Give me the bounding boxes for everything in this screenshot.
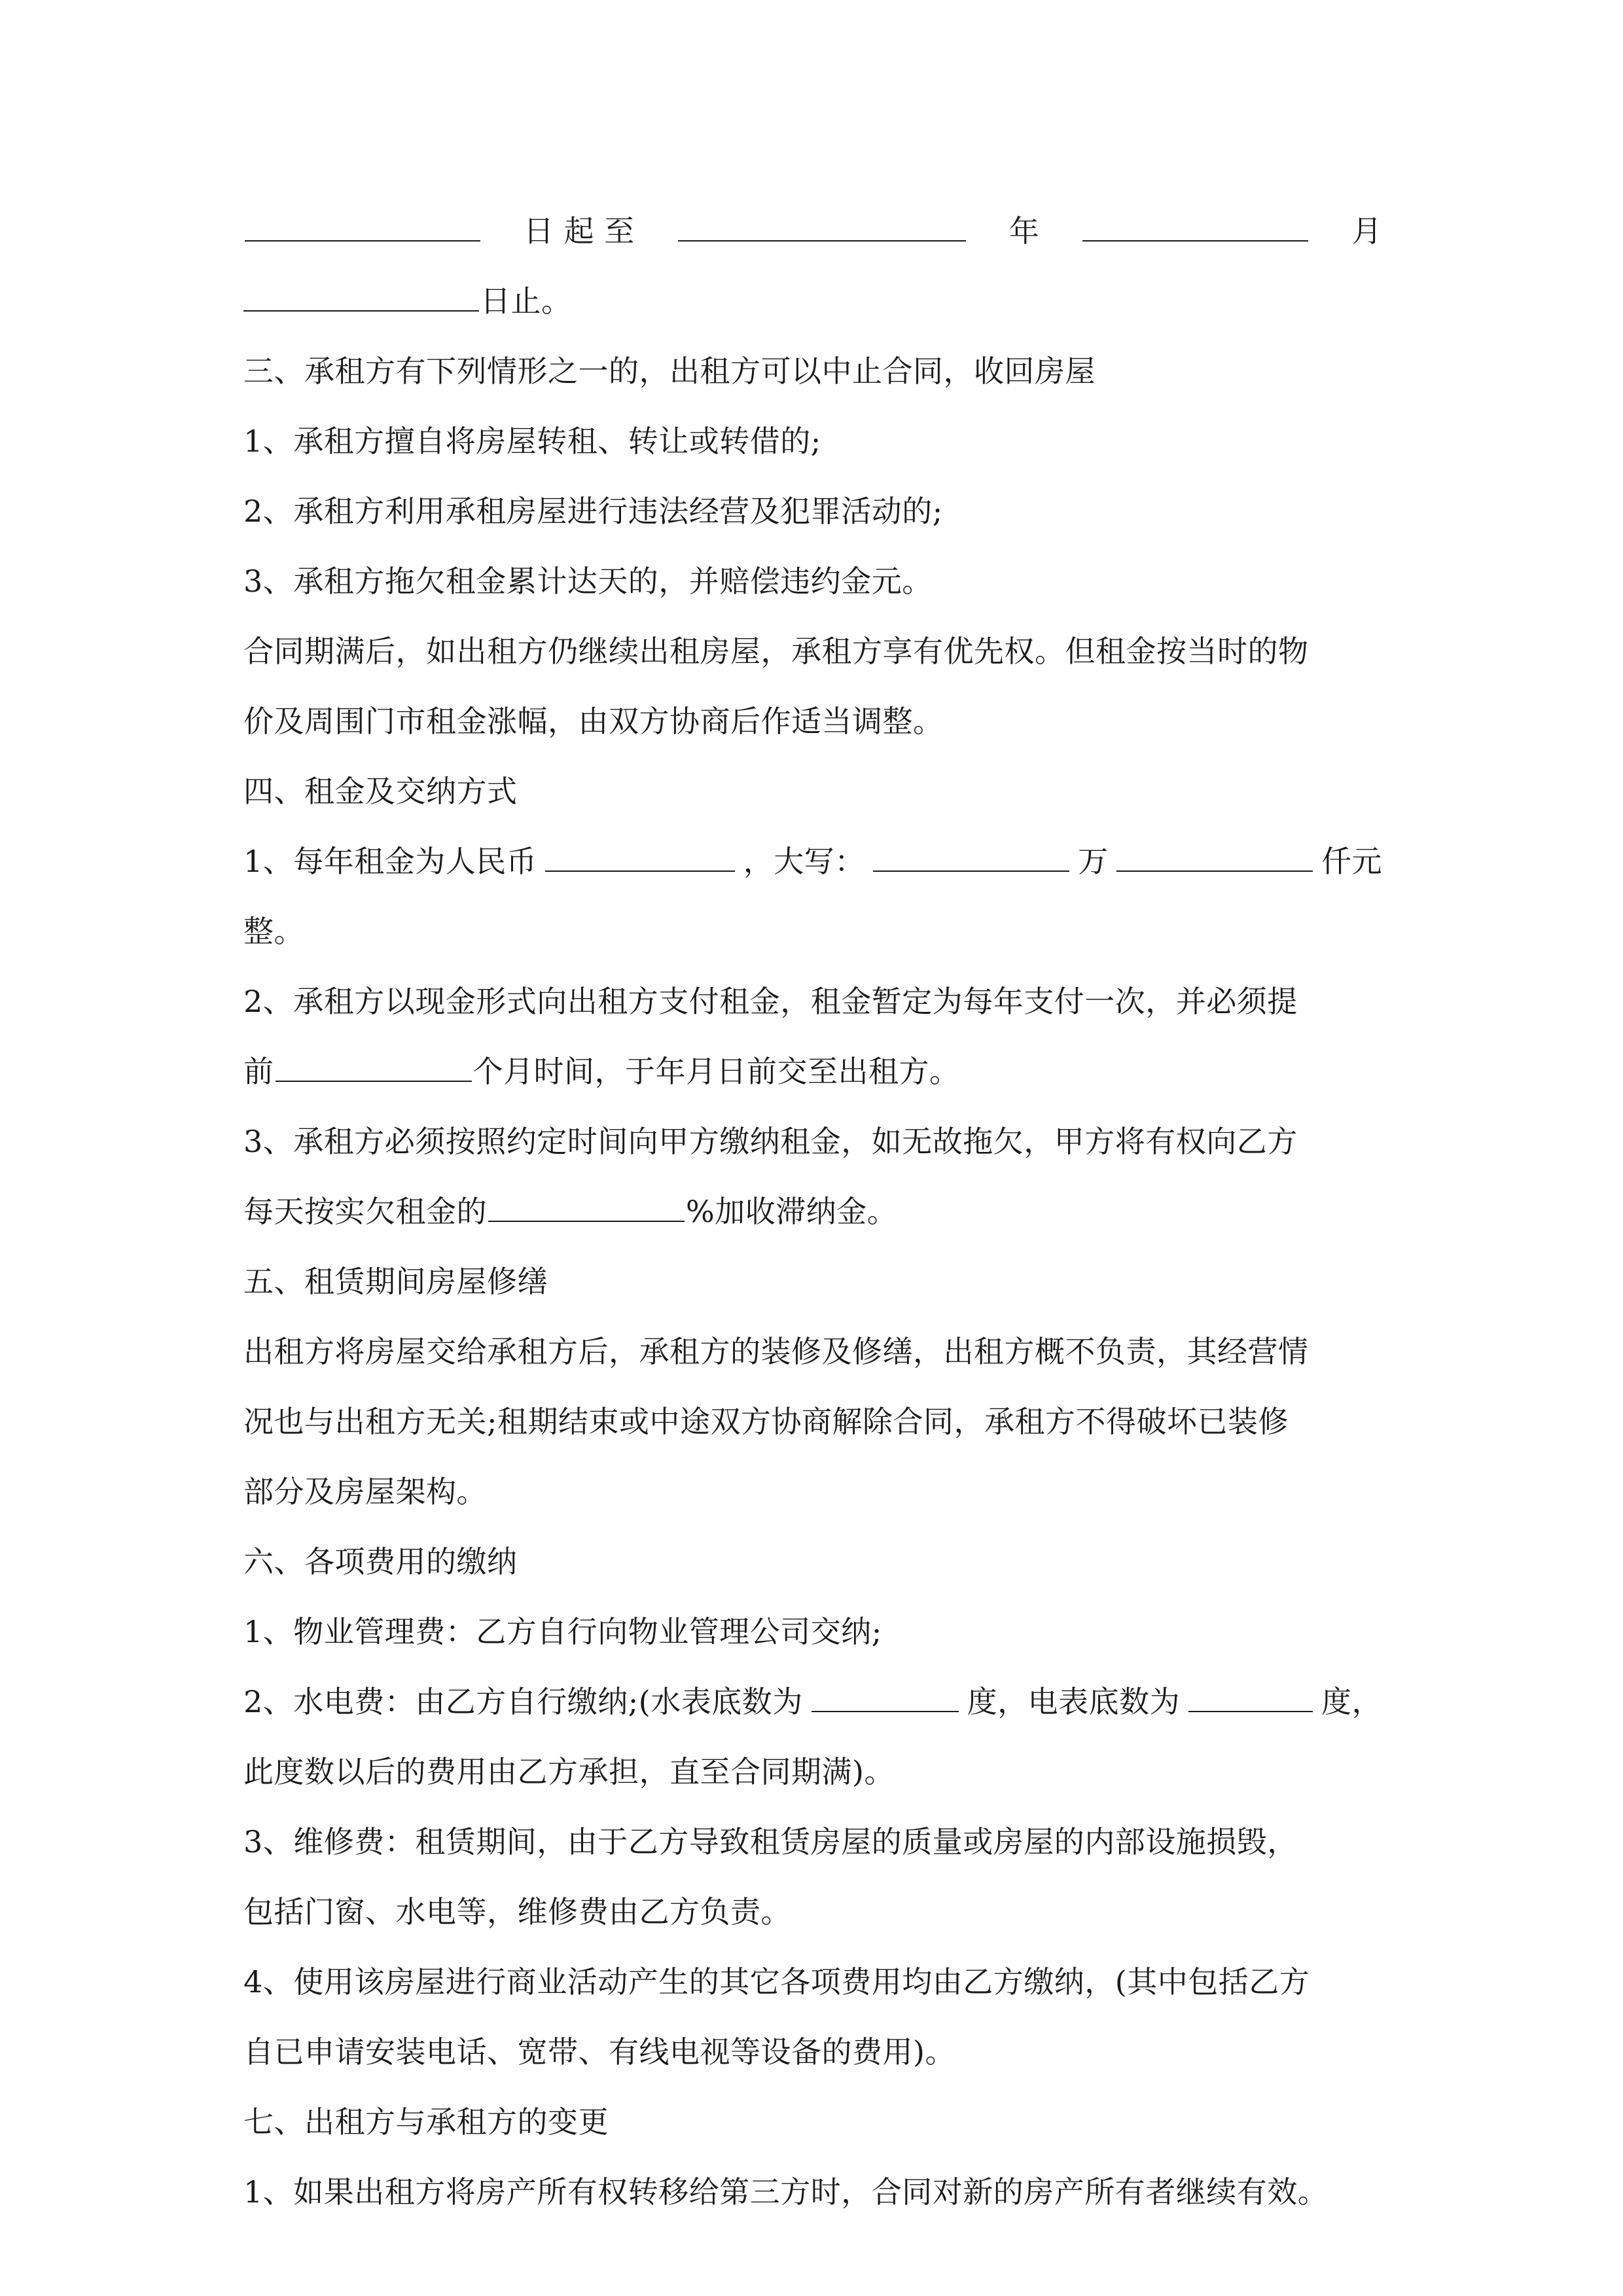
advance-months-blank	[276, 1054, 472, 1082]
ten-thousand-blank	[873, 844, 1069, 872]
clause-6-1: 1、物业管理费：乙方自行向物业管理公司交纳;	[243, 1614, 882, 1649]
clause-4-2-cont	[243, 1037, 1382, 1107]
capital-label: ，大写：	[743, 844, 865, 879]
advance-label: 前	[243, 1054, 274, 1089]
rental-period-text-month: 月	[1351, 213, 1382, 249]
late-fee-text: %加收滞纳金。	[686, 1194, 898, 1229]
clause-3-2: 2、承租方利用承租房屋进行违法经营及犯罪活动的;	[243, 493, 943, 529]
annual-rent-blank	[545, 844, 735, 872]
advance-text: 个月时间，于年月日前交至出租方。	[473, 1054, 960, 1089]
repair-paragraph-line-2: 况也与出租方无关;租期结束或中途双方协商解除合同，承租方不得破坏已装修	[243, 1404, 1289, 1439]
electric-meter-label: 度，电表底数为	[967, 1684, 1181, 1719]
water-meter-label: 2、水电费：由乙方自行缴纳;(水表底数为	[243, 1684, 803, 1719]
electric-meter-blank	[1188, 1685, 1313, 1712]
section-6-heading: 六、各项费用的缴纳	[243, 1544, 518, 1579]
end-month-blank	[1082, 214, 1308, 242]
section-7-heading: 七、出租方与承租方的变更	[243, 2104, 609, 2140]
clause-6-2-cont: 此度数以后的费用由乙方承担，直至合同期满)。	[243, 1754, 895, 1789]
late-fee-percent-blank	[488, 1194, 685, 1222]
late-fee-label: 每天按实欠租金的	[243, 1194, 487, 1229]
start-year-blank	[245, 214, 480, 242]
clause-4-1-end: 整。	[243, 914, 304, 949]
clause-6-3-cont: 包括门窗、水电等，维修费由乙方负责。	[243, 1894, 791, 1929]
clause-6-4: 4、使用该房屋进行商业活动产生的其它各项费用均由乙方缴纳，(其中包括乙方	[243, 1964, 1310, 2000]
section-5-heading: 五、租赁期间房屋修缮	[243, 1264, 548, 1299]
rental-period-line	[243, 196, 1382, 266]
repair-paragraph-line-1: 出租方将房屋交给承租方后，承租方的装修及修缮，出租方概不负责，其经营情	[243, 1334, 1309, 1369]
rental-period-end-text: 日止。	[480, 283, 572, 319]
clause-6-3: 3、维修费：租赁期间，由于乙方导致租赁房屋的质量或房屋的内部设施损毁，	[243, 1824, 1298, 1859]
clause-4-2: 2、承租方以现金形式向出租方支付租金，租金暂定为每年支付一次，并必须提	[243, 984, 1298, 1019]
ten-thousand-unit: 万	[1078, 844, 1109, 879]
section-3-heading: 三、承租方有下列情形之一的，出租方可以中止合同，收回房屋	[243, 353, 1096, 389]
renewal-paragraph-line-2: 价及周围门市租金涨幅，由双方协商后作适当调整。	[243, 704, 944, 739]
repair-paragraph-line-3: 部分及房屋架构。	[243, 1474, 487, 1509]
section-4-heading: 四、租金及交纳方式	[243, 774, 518, 809]
annual-rent-label: 1、每年租金为人民币	[243, 844, 537, 879]
clause-4-1	[243, 827, 1382, 897]
clause-3-3: 3、承租方拖欠租金累计达天的，并赔偿违约金元。	[243, 564, 933, 599]
clause-6-2	[243, 1667, 1382, 1737]
water-meter-blank	[812, 1685, 959, 1712]
rental-period-text-year: 年	[1008, 213, 1040, 249]
rental-period-end-line	[243, 266, 1382, 336]
rental-period-text-from: 日 起 至	[524, 213, 635, 249]
clause-4-3-cont	[243, 1177, 1382, 1247]
clause-4-3: 3、承租方必须按照约定时间向甲方缴纳租金，如无故拖欠，甲方将有权向乙方	[243, 1124, 1298, 1159]
degree-unit: 度，	[1321, 1684, 1382, 1719]
end-day-blank	[243, 284, 479, 312]
document-body	[243, 196, 1382, 2227]
end-year-blank	[678, 214, 966, 242]
thousand-yuan-unit: 仟元	[1321, 844, 1382, 879]
thousand-blank	[1116, 844, 1313, 872]
clause-3-1: 1、承租方擅自将房屋转租、转让或转借的;	[243, 423, 821, 459]
renewal-paragraph-line-1: 合同期满后，如出租方仍继续出租房屋，承租方享有优先权。但租金按当时的物	[243, 634, 1309, 669]
clause-7-1: 1、如果出租方将房产所有权转移给第三方时，合同对新的房产所有者继续有效。	[243, 2174, 1329, 2210]
clause-6-4-cont: 自已申请安装电话、宽带、有线电视等设备的费用)。	[243, 2034, 955, 2070]
